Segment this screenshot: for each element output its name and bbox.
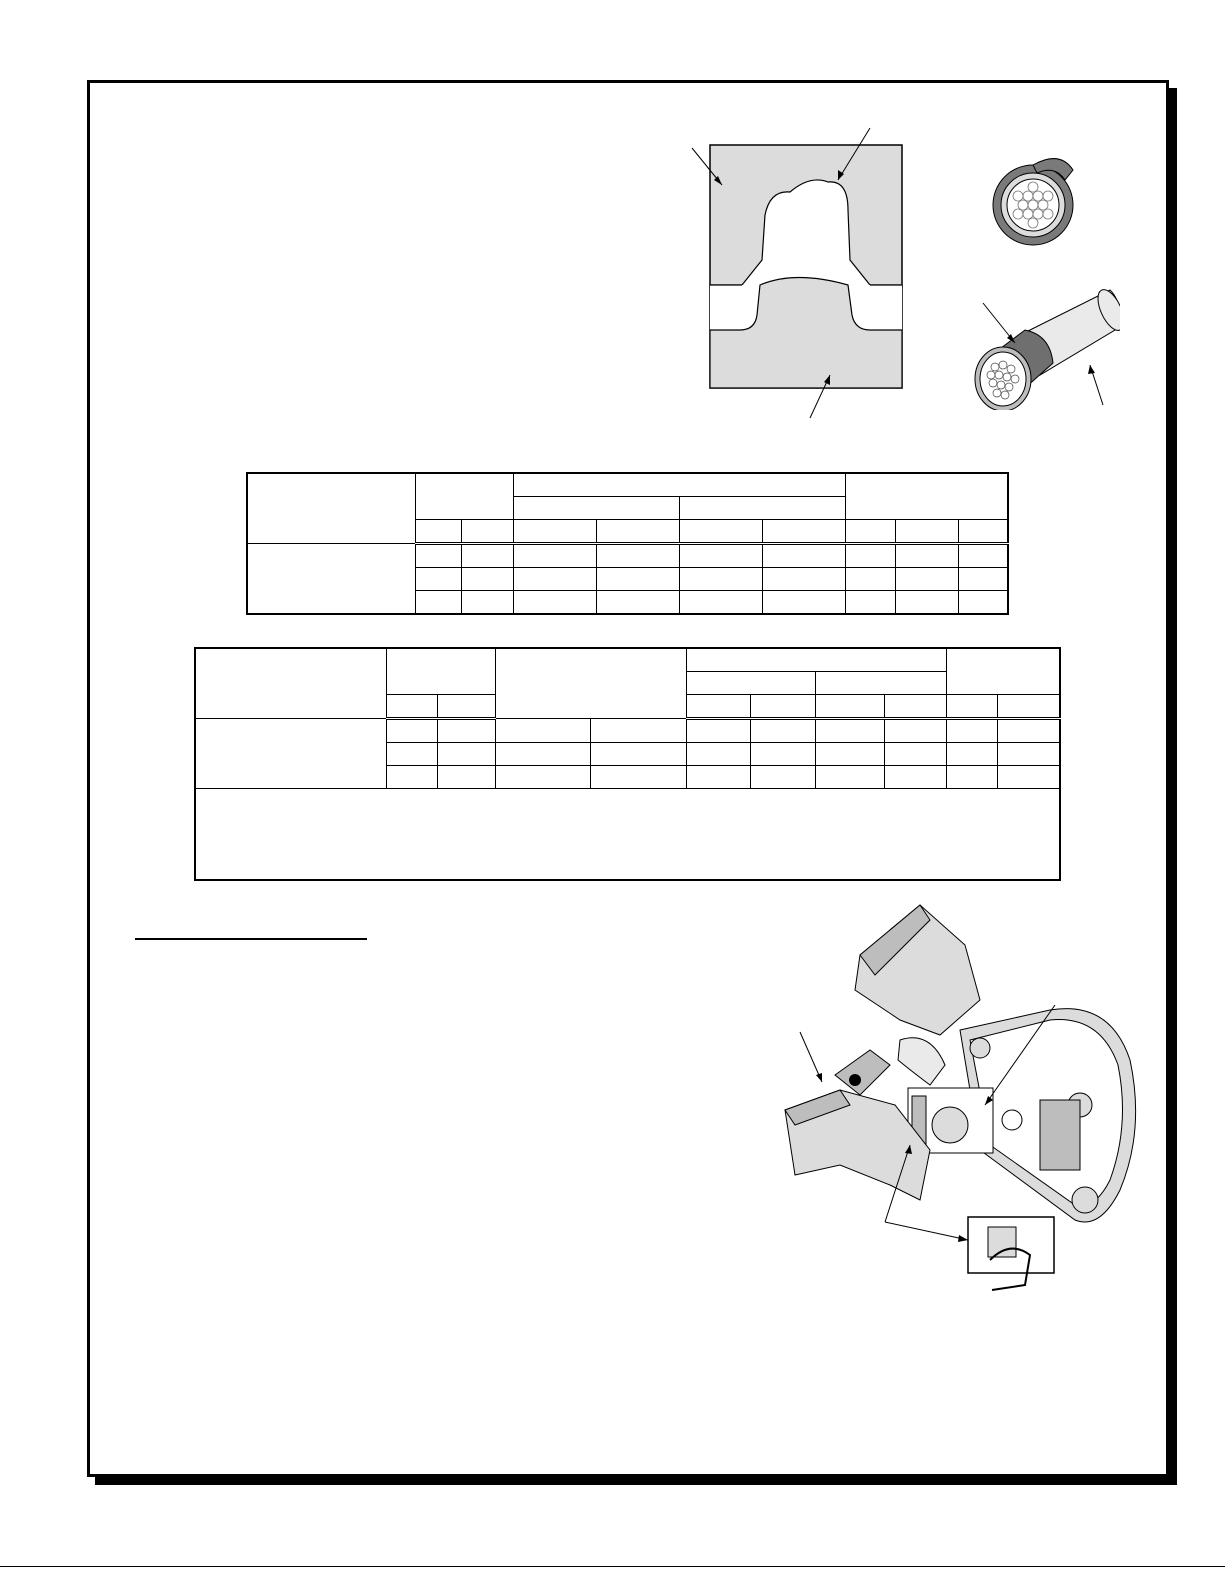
table1-header-cell: [845, 473, 1008, 520]
hand-crimp-tool-icon: [780, 900, 1150, 1300]
wire-spec-table-2: [194, 647, 1061, 881]
table1-header-cell: [958, 520, 1008, 544]
table2-header-cell: [815, 672, 946, 695]
table2-header-cell: [686, 672, 815, 695]
table1-header-cell: [895, 520, 958, 544]
table2-note-cell: [195, 789, 1060, 881]
stranded-wire-end-icon: [985, 140, 1085, 250]
table1-header-cell: [247, 473, 415, 544]
table1-header-cell: [679, 520, 762, 544]
table1-row-group-cell: [247, 544, 415, 615]
footer-rule: [0, 1566, 1225, 1567]
table1-header-cell: [513, 473, 845, 497]
table1-header-cell: [596, 520, 679, 544]
table2-header-cell: [386, 648, 495, 695]
section-heading-underline: [135, 938, 367, 940]
table1-header-cell: [679, 497, 845, 520]
table2-header-cell: [686, 648, 946, 672]
insulated-wire-icon: [965, 275, 1120, 410]
table2-header-cell: [195, 648, 386, 719]
table1-header-cell: [845, 520, 895, 544]
table1-header-cell: [415, 520, 461, 544]
table2-row-group-cell: [195, 719, 386, 789]
table-row: [247, 544, 1008, 568]
table2-header-cell: [946, 648, 1060, 695]
table-row: [195, 719, 1060, 743]
table1-header-cell: [762, 520, 845, 544]
wire-spec-table-1: [246, 472, 1009, 615]
table1-header-cell: [461, 520, 513, 544]
table1-header-cell: [513, 520, 596, 544]
table1-header-cell: [415, 473, 513, 520]
table1-header-cell: [513, 497, 679, 520]
crimp-die-profile: [680, 120, 920, 420]
table2-header-cell: [495, 648, 686, 719]
